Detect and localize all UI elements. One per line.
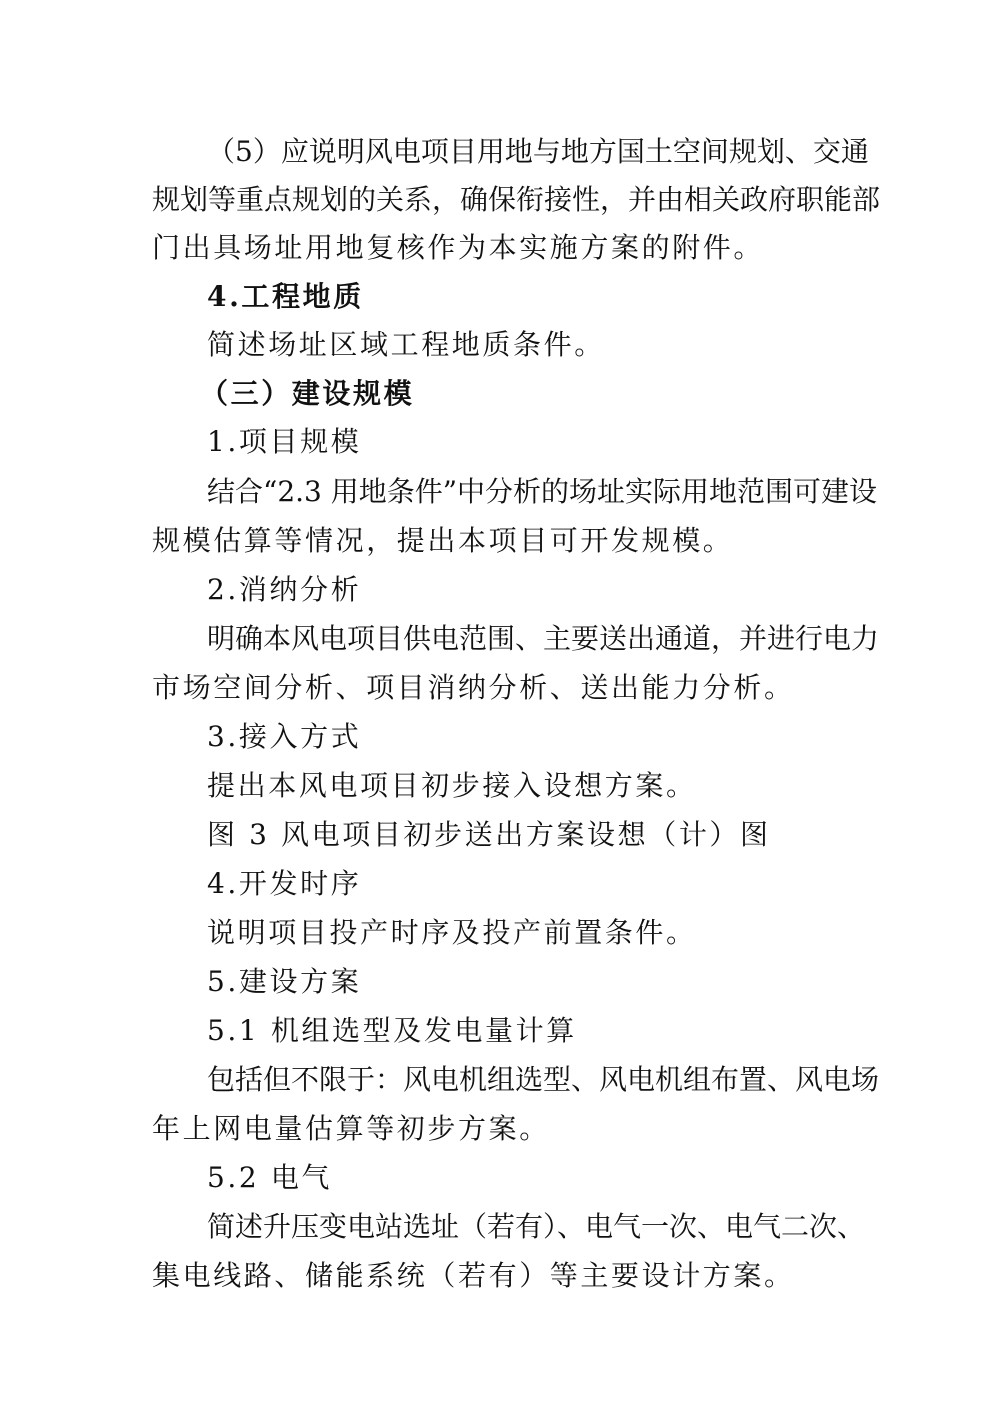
paragraph-5-line-1: （5）应说明风电项目用地与地方国土空间规划、交通 bbox=[207, 135, 869, 168]
heading-development-sequence: 4.开发时序 bbox=[207, 867, 362, 900]
paragraph-5-line-2: 规划等重点规划的关系，确保衔接性，并由相关政府职能部 bbox=[152, 183, 881, 216]
project-scale-line-1: 结合“2.3 用地条件”中分析的场址实际用地范围可建设 bbox=[207, 475, 878, 508]
unit-selection-line-2: 年上网电量估算等初步方案。 bbox=[152, 1112, 550, 1145]
heading-access-method: 3.接入方式 bbox=[207, 720, 362, 753]
project-scale-line-2: 规模估算等情况，提出本项目可开发规模。 bbox=[152, 524, 734, 557]
paragraph-5-line-3: 门出具场址用地复核作为本实施方案的附件。 bbox=[152, 231, 765, 264]
heading-project-scale: 1.项目规模 bbox=[207, 425, 362, 458]
chapter-heading-construction-scale: （三）建设规模 bbox=[200, 377, 415, 410]
section-heading-geology: 4.工程地质 bbox=[207, 280, 364, 313]
consumption-line-2: 市场空间分析、项目消纳分析、送出能力分析。 bbox=[152, 671, 795, 704]
heading-unit-selection: 5.1 机组选型及发电量计算 bbox=[207, 1014, 577, 1047]
heading-construction-plan: 5.建设方案 bbox=[207, 965, 362, 998]
development-sequence-text: 说明项目投产时序及投产前置条件。 bbox=[207, 916, 697, 949]
electrical-line-1: 简述升压变电站选址（若有）、电气一次、电气二次、 bbox=[207, 1210, 866, 1243]
electrical-line-2: 集电线路、储能系统（若有）等主要设计方案。 bbox=[152, 1259, 795, 1292]
unit-selection-line-1: 包括但不限于：风电机组选型、风电机组布置、风电场 bbox=[207, 1063, 880, 1096]
figure-caption: 图 3 风电项目初步送出方案设想（计）图 bbox=[207, 818, 771, 851]
heading-consumption-analysis: 2.消纳分析 bbox=[207, 573, 362, 606]
heading-electrical: 5.2 电气 bbox=[207, 1161, 333, 1194]
access-method-text: 提出本风电项目初步接入设想方案。 bbox=[207, 769, 697, 802]
consumption-line-1: 明确本风电项目供电范围、主要送出通道，并进行电力 bbox=[207, 622, 880, 655]
geology-text: 简述场址区域工程地质条件。 bbox=[207, 328, 605, 361]
